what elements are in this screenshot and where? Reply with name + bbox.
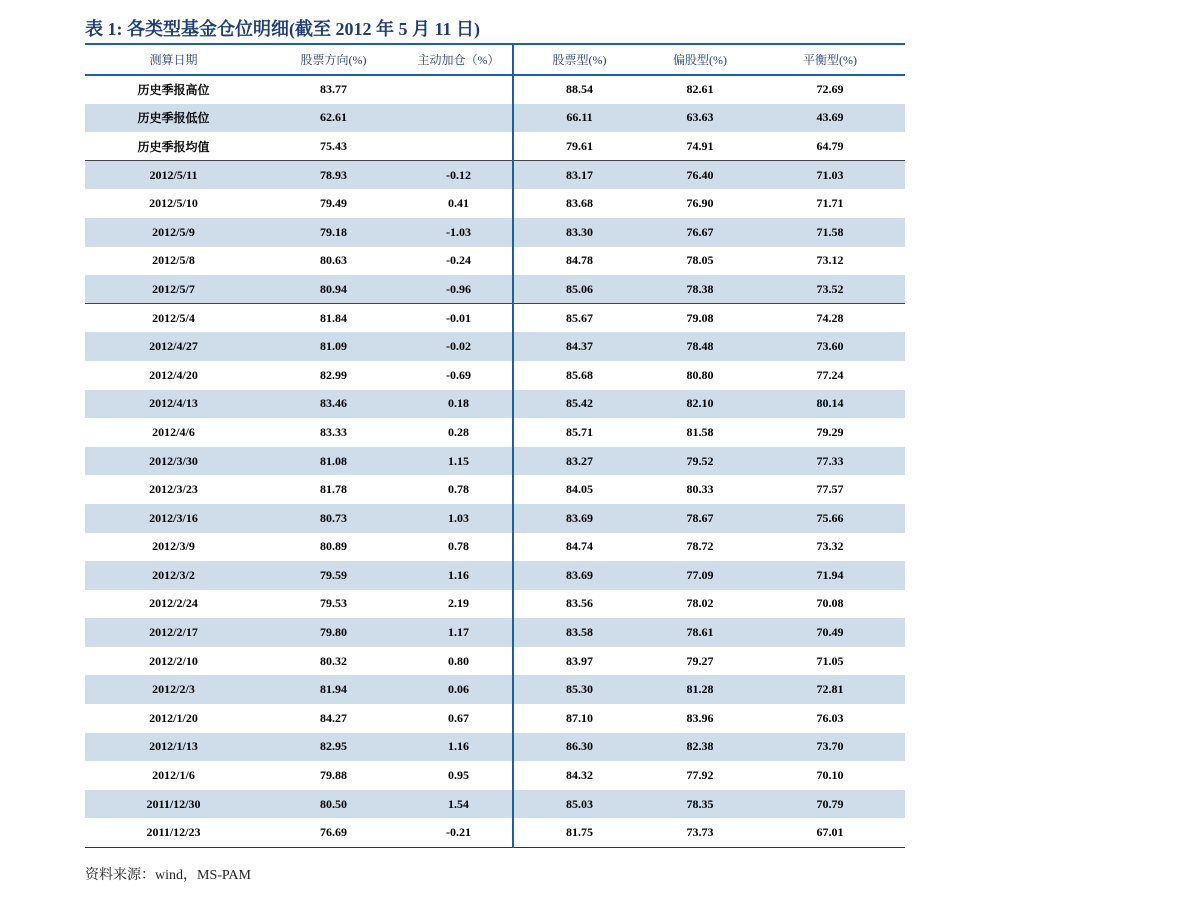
cell-stock-fund: 83.17 [513,161,645,190]
cell-active-add: 0.78 [448,482,469,497]
header-stock-direction: 股票方向(%) [262,44,405,75]
cell-partial-stock-fund: 82.10 [645,390,755,419]
cell-date: 2012/2/24 [149,596,198,611]
cell-stock-direction: 80.73 [262,504,405,533]
cell-balanced-fund: 43.69 [755,104,905,133]
cell-date: 2012/5/11 [85,161,262,190]
cell-active-add: -0.01 [446,310,471,325]
cell-active-add: -1.03 [405,218,513,247]
cell-partial-stock-fund: 78.05 [686,253,714,268]
cell-active-add: 1.17 [405,618,513,647]
cell-date: 2012/1/13 [85,733,262,762]
cell-partial-stock-fund: 83.96 [686,710,714,725]
cell-date: 2012/2/3 [85,675,262,704]
cell-stock-direction: 79.49 [320,196,347,211]
cell-stock-fund: 83.97 [513,647,645,676]
cell-active-add [405,132,513,161]
cell-partial-stock-fund: 79.08 [686,310,714,325]
cell-stock-direction: 83.33 [320,424,347,439]
table-row [85,618,905,647]
cell-active-add: -0.69 [446,367,471,382]
cell-stock-fund: 85.30 [513,675,645,704]
cell-stock-fund: 83.68 [513,189,645,218]
cell-active-add: 0.95 [448,768,469,783]
cell-partial-stock-fund: 77.09 [645,561,755,590]
cell-stock-direction: 80.63 [320,253,347,268]
table-row [85,504,905,533]
cell-stock-fund: 84.78 [513,247,645,276]
table-row [85,275,905,304]
table-row [85,790,905,819]
cell-stock-direction: 80.94 [262,275,405,304]
cell-partial-stock-fund: 82.38 [645,733,755,762]
cell-active-add: 1.03 [405,504,513,533]
cell-stock-fund: 85.03 [513,790,645,819]
cell-stock-fund: 66.11 [513,104,645,133]
cell-date: 2011/12/30 [85,790,262,819]
cell-stock-direction: 80.89 [320,539,347,554]
cell-active-add: -0.02 [405,332,513,361]
header-partial-stock-fund: 偏股型(%) [645,44,755,75]
cell-date: 历史季报高位 [137,83,210,98]
cell-active-add [405,75,513,104]
cell-balanced-fund: 71.03 [755,161,905,190]
cell-balanced-fund: 72.69 [816,82,844,97]
cell-partial-stock-fund: 78.35 [645,790,755,819]
table-row [85,561,905,590]
table-body [85,75,905,847]
cell-stock-fund: 84.32 [513,761,645,790]
cell-stock-direction: 81.94 [262,675,405,704]
table-row [85,418,905,447]
cell-active-add: 0.67 [448,710,469,725]
cell-partial-stock-fund: 80.80 [686,367,714,382]
cell-active-add [405,104,513,133]
cell-active-add: -0.21 [405,818,513,847]
cell-date: 2012/1/20 [149,710,198,725]
cell-partial-stock-fund: 81.28 [645,675,755,704]
cell-stock-direction: 80.32 [320,653,347,668]
table-row [85,218,905,247]
table-row [85,332,905,361]
cell-stock-direction: 79.18 [262,218,405,247]
cell-active-add: 2.19 [448,596,469,611]
cell-active-add: -0.24 [446,253,471,268]
cell-active-add: 0.28 [448,424,469,439]
cell-partial-stock-fund: 78.67 [645,504,755,533]
cell-date: 2011/12/23 [85,818,262,847]
cell-date: 2012/5/8 [152,253,195,268]
cell-active-add: 0.78 [448,539,469,554]
cell-balanced-fund: 73.32 [816,539,844,554]
cell-stock-fund: 86.30 [513,733,645,762]
cell-partial-stock-fund: 76.90 [686,196,714,211]
cell-balanced-fund: 76.03 [816,710,844,725]
cell-date: 2012/4/6 [152,424,195,439]
cell-date: 2012/3/9 [152,539,195,554]
cell-active-add: 0.41 [448,196,469,211]
table-row [85,247,905,276]
cell-date: 2012/3/2 [85,561,262,590]
cell-stock-fund: 83.30 [513,218,645,247]
cell-stock-direction: 78.93 [262,161,405,190]
cell-balanced-fund: 74.28 [816,310,844,325]
header-active-add: 主动加仓（%） [405,44,513,75]
cell-stock-direction: 81.08 [262,447,405,476]
cell-stock-direction: 83.77 [320,82,347,97]
cell-stock-fund: 83.58 [513,618,645,647]
cell-balanced-fund: 71.58 [755,218,905,247]
cell-date: 2012/4/20 [149,367,198,382]
cell-date: 2012/5/4 [152,310,195,325]
cell-stock-direction: 79.59 [262,561,405,590]
cell-stock-direction: 81.09 [262,332,405,361]
cell-date: 2012/5/10 [149,196,198,211]
header-date: 测算日期 [85,44,262,75]
cell-date: 2012/4/13 [85,390,262,419]
cell-date: 历史季报低位 [85,104,262,133]
cell-date: 2012/2/17 [85,618,262,647]
cell-balanced-fund: 77.57 [816,482,844,497]
cell-stock-fund: 84.37 [513,332,645,361]
cell-partial-stock-fund: 74.91 [645,132,755,161]
cell-active-add: 0.06 [405,675,513,704]
cell-date: 2012/3/23 [149,482,198,497]
cell-stock-direction: 76.69 [262,818,405,847]
cell-balanced-fund: 70.08 [816,596,844,611]
cell-partial-stock-fund: 79.27 [686,653,714,668]
header-stock-fund: 股票型(%) [513,44,645,75]
cell-active-add: -0.96 [405,275,513,304]
cell-partial-stock-fund: 63.63 [645,104,755,133]
cell-date: 2012/1/6 [152,768,195,783]
cell-stock-direction: 75.43 [262,132,405,161]
table-row [85,361,905,390]
cell-stock-direction: 84.27 [320,710,347,725]
cell-stock-fund: 83.56 [513,590,645,619]
cell-stock-fund: 88.54 [513,75,645,104]
table-row [85,161,905,190]
table-header [85,44,905,75]
header-row [85,44,905,75]
cell-date: 历史季报均值 [85,132,262,161]
cell-stock-fund: 85.68 [513,361,645,390]
cell-balanced-fund: 73.60 [755,332,905,361]
cell-date: 2012/4/27 [85,332,262,361]
cell-partial-stock-fund: 79.52 [645,447,755,476]
cell-partial-stock-fund: 76.40 [645,161,755,190]
cell-stock-direction: 83.46 [262,390,405,419]
cell-stock-fund: 79.61 [513,132,645,161]
cell-partial-stock-fund: 78.72 [686,539,714,554]
cell-stock-direction: 79.80 [262,618,405,647]
table-row [85,733,905,762]
cell-partial-stock-fund: 77.92 [686,768,714,783]
cell-balanced-fund: 64.79 [755,132,905,161]
cell-active-add: 1.16 [405,733,513,762]
cell-stock-fund: 84.05 [513,475,645,504]
table-row [85,390,905,419]
cell-stock-fund: 83.27 [513,447,645,476]
table-row [85,533,905,562]
table-row [85,189,905,218]
table-row [85,75,905,104]
source-note: 资料来源：wind，MS-PAM [85,868,251,883]
fund-position-table-container [85,43,905,848]
cell-balanced-fund: 79.29 [816,424,844,439]
cell-balanced-fund: 71.05 [816,653,844,668]
header-balanced-fund: 平衡型(%) [755,44,905,75]
cell-partial-stock-fund: 76.67 [645,218,755,247]
cell-active-add: 1.15 [405,447,513,476]
cell-stock-fund: 85.71 [513,418,645,447]
cell-stock-direction: 80.50 [262,790,405,819]
cell-partial-stock-fund: 78.48 [645,332,755,361]
cell-stock-fund: 83.69 [513,504,645,533]
cell-stock-direction: 62.61 [262,104,405,133]
table-row [85,132,905,161]
cell-stock-direction: 79.88 [320,768,347,783]
cell-balanced-fund: 71.94 [755,561,905,590]
fund-position-table [85,43,905,848]
cell-balanced-fund: 71.71 [816,196,844,211]
cell-stock-fund: 85.42 [513,390,645,419]
table-row [85,104,905,133]
cell-stock-direction: 81.84 [320,310,347,325]
table-row [85,675,905,704]
table-row [85,818,905,847]
cell-balanced-fund: 73.12 [816,253,844,268]
table-row [85,761,905,790]
cell-stock-fund: 81.75 [513,818,645,847]
cell-date: 2012/2/10 [149,653,198,668]
cell-active-add: 1.54 [405,790,513,819]
cell-date: 2012/5/7 [85,275,262,304]
cell-stock-direction: 79.53 [320,596,347,611]
cell-balanced-fund: 70.79 [755,790,905,819]
table-row [85,647,905,676]
cell-balanced-fund: 80.14 [755,390,905,419]
cell-stock-direction: 81.78 [320,482,347,497]
cell-stock-fund: 83.69 [513,561,645,590]
cell-stock-fund: 85.06 [513,275,645,304]
cell-balanced-fund: 77.33 [755,447,905,476]
cell-partial-stock-fund: 80.33 [686,482,714,497]
cell-stock-fund: 87.10 [513,704,645,733]
cell-date: 2012/3/30 [85,447,262,476]
table-row [85,475,905,504]
cell-partial-stock-fund: 81.58 [686,424,714,439]
cell-partial-stock-fund: 73.73 [645,818,755,847]
cell-stock-direction: 82.95 [262,733,405,762]
table-row [85,304,905,333]
table-row [85,447,905,476]
cell-balanced-fund: 70.10 [816,768,844,783]
cell-partial-stock-fund: 78.02 [686,596,714,611]
cell-balanced-fund: 70.49 [755,618,905,647]
cell-balanced-fund: 67.01 [755,818,905,847]
cell-active-add: 1.16 [405,561,513,590]
cell-balanced-fund: 73.70 [755,733,905,762]
cell-balanced-fund: 77.24 [816,367,844,382]
cell-balanced-fund: 73.52 [755,275,905,304]
cell-active-add: -0.12 [405,161,513,190]
cell-active-add: 0.18 [405,390,513,419]
cell-partial-stock-fund: 82.61 [686,82,714,97]
cell-date: 2012/3/16 [85,504,262,533]
table-row [85,704,905,733]
cell-stock-fund: 85.67 [513,304,645,333]
cell-balanced-fund: 72.81 [755,675,905,704]
cell-stock-fund: 84.74 [513,533,645,562]
cell-partial-stock-fund: 78.38 [645,275,755,304]
cell-balanced-fund: 75.66 [755,504,905,533]
cell-stock-direction: 82.99 [320,367,347,382]
table-row [85,590,905,619]
cell-active-add: 0.80 [448,653,469,668]
table-title: 表 1: 各类型基金仓位明细(截至 2012 年 5 月 11 日) [85,19,480,39]
cell-partial-stock-fund: 78.61 [645,618,755,647]
cell-date: 2012/5/9 [85,218,262,247]
